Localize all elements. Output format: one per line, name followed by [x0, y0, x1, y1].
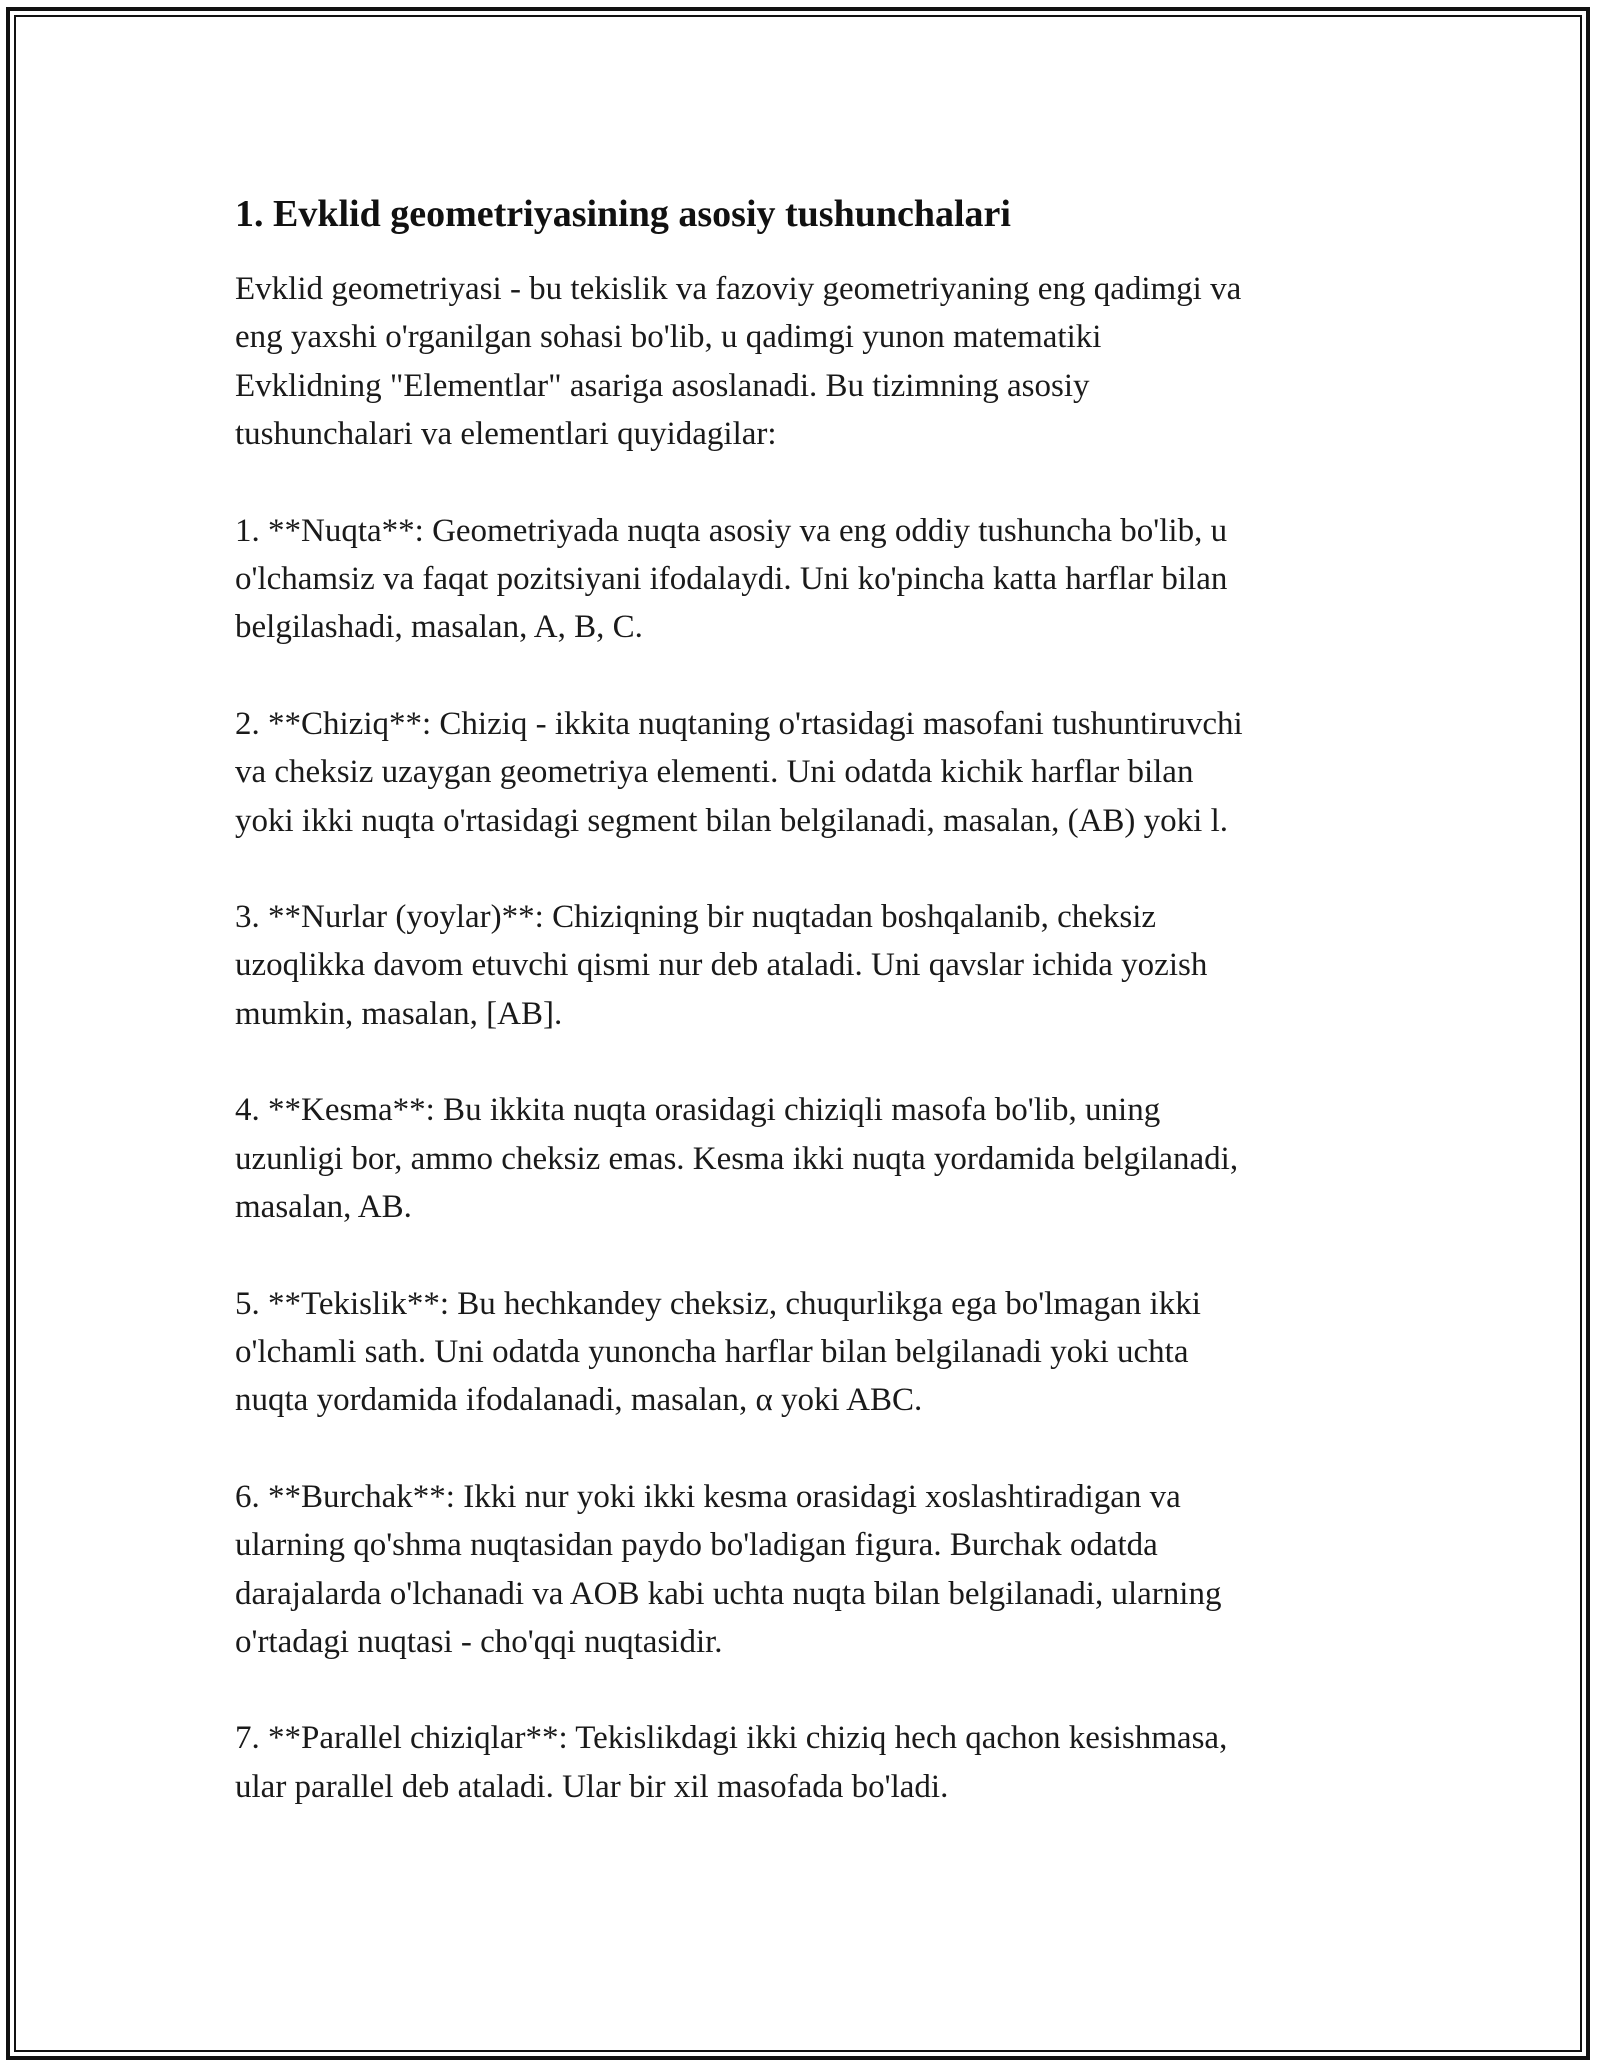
text-line: nuqta yordamida ifodalanadi, masalan, α yoki ABC. — [235, 1382, 923, 1419]
text-line: 1. **Nuqta**: Geometriyada nuqta asosiy va eng oddiy tushuncha bo'lib, u — [235, 512, 1228, 549]
document-title: 1. Evklid geometriyasining asosiy tushunchalari — [235, 193, 1011, 235]
text-line: mumkin, masalan, [AB]. — [235, 995, 563, 1032]
text-line: 3. **Nurlar (yoylar)**: Chiziqning bir nuqtadan boshqalanib, cheksiz — [235, 899, 1157, 936]
list-item-chiziq — [235, 700, 1365, 845]
list-item-nuqta — [235, 507, 1365, 652]
text-line: va cheksiz uzaygan geometriya elementi. Uni odatda kichik harflar bilan — [235, 754, 1194, 791]
list-item-kesma — [235, 1086, 1365, 1231]
text-line: belgilashadi, masalan, A, B, C. — [235, 609, 643, 646]
text-line: o'lchamli sath. Uni odatda yunoncha harflar bilan belgilanadi yoki uchta — [235, 1333, 1189, 1370]
text-line: 5. **Tekislik**: Bu hechkandey cheksiz, chuqurlikga ega bo'lmagan ikki — [235, 1285, 1201, 1322]
text-line: eng yaxshi o'rganilgan sohasi bo'lib, u qadimgi yunon matematiki — [235, 319, 1102, 356]
list-item-tekislik — [235, 1280, 1365, 1425]
text-line: o'rtadagi nuqtasi - cho'qqi nuqtasidir. — [235, 1623, 723, 1660]
text-line: darajalarda o'lchanadi va AOB kabi uchta nuqta bilan belgilanadi, ularning — [235, 1575, 1222, 1612]
list-item-burchak — [235, 1473, 1365, 1667]
text-line: yoki ikki nuqta o'rtasidagi segment bilan belgilanadi, masalan, (AB) yoki l. — [235, 802, 1228, 839]
text-line: tushunchalari va elementlari quyidagilar: — [235, 416, 777, 453]
document-body — [235, 185, 1365, 1859]
text-line: Evklid geometriyasi - bu tekislik va fazoviy geometriyaning eng qadimgi va — [235, 271, 1242, 307]
text-line: uzunligi bor, ammo cheksiz emas. Kesma ikki nuqta yordamida belgilanadi, — [235, 1140, 1239, 1177]
intro-paragraph — [235, 265, 1365, 459]
text-line: 7. **Parallel chiziqlar**: Tekislikdagi ikki chiziq hech qachon kesishmasa, — [235, 1720, 1228, 1757]
text-line: ular parallel deb ataladi. Ular bir xil masofada bo'ladi. — [235, 1768, 949, 1805]
list-item-nurlar — [235, 893, 1365, 1038]
text-line: o'lchamsiz va faqat pozitsiyani ifodalaydi. Uni ko'pincha katta harflar bilan — [235, 561, 1228, 598]
text-line: 2. **Chiziq**: Chiziq - ikkita nuqtaning o'rtasidagi masofani tushuntiruvchi — [235, 705, 1243, 742]
text-line: 4. **Kesma**: Bu ikkita nuqta orasidagi chiziqli masofa bo'lib, uning — [235, 1092, 1161, 1129]
text-line: 6. **Burchak**: Ikki nur yoki ikki kesma orasidagi xoslashtiradigan va — [235, 1478, 1181, 1515]
text-line: uzoqlikka davom etuvchi qismi nur deb ataladi. Uni qavslar ichida yozish — [235, 947, 1208, 984]
text-line: masalan, AB. — [235, 1189, 412, 1226]
text-line: Evklidning "Elementlar" asariga asoslanadi. Bu tizimning asosiy — [235, 367, 1090, 404]
list-item-parallel-chiziqlar — [235, 1714, 1365, 1811]
text-line: ularning qo'shma nuqtasidan paydo bo'ladigan figura. Burchak odatda — [235, 1527, 1158, 1564]
